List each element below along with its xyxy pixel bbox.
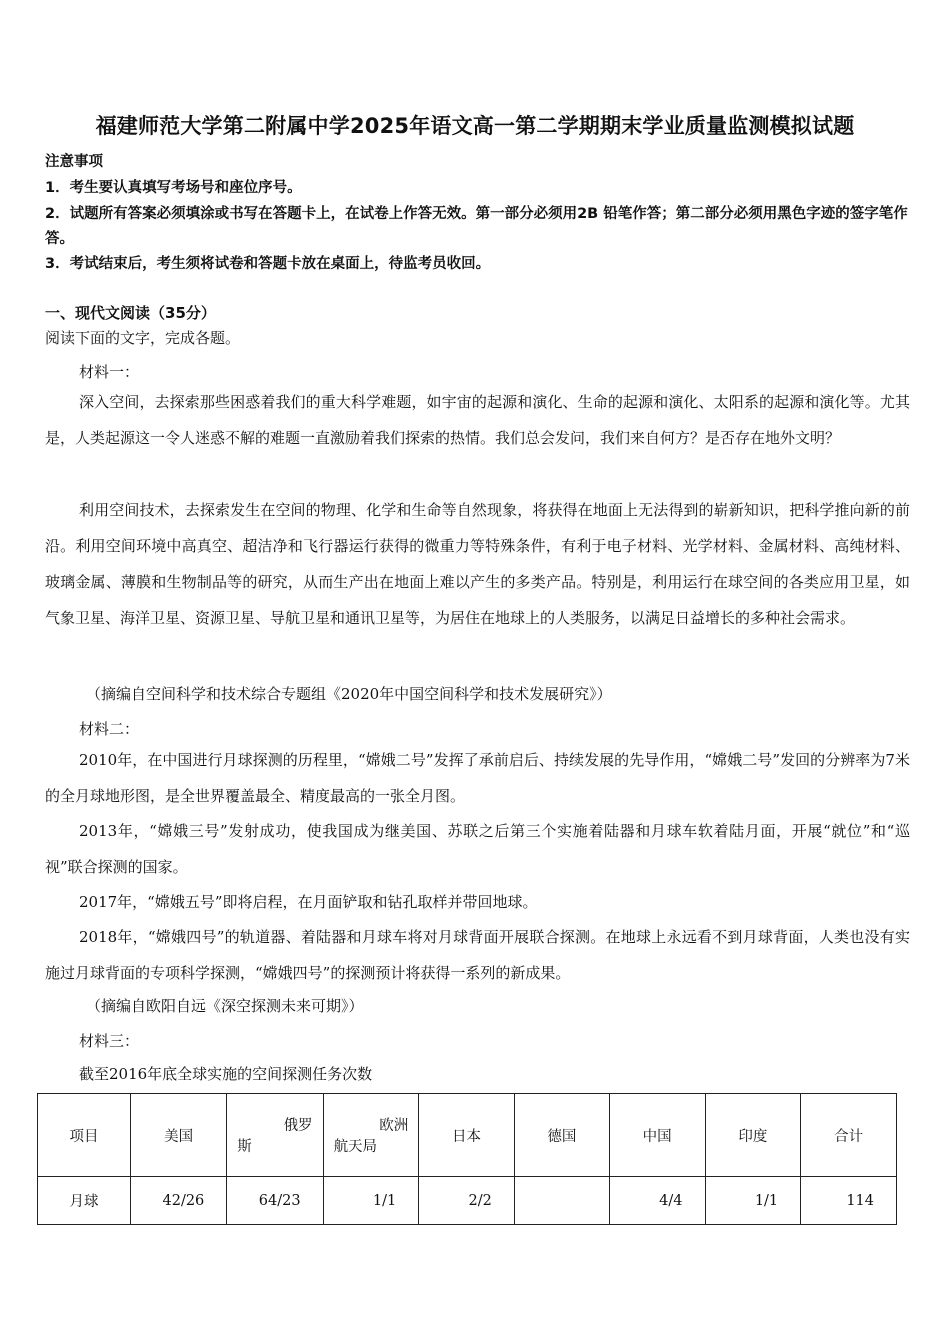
material-2-label: 材料二： — [79, 720, 140, 738]
notice-item-1: 1．考生要认真填写考场号和座位序号。 — [45, 180, 302, 196]
material-1-paragraph: 利用空间技术，去探索发生在空间的物理、化学和生命等自然现象，将获得在地面上无法得到的崭新知识，把科学推向新的前沿。利用空间环境中高真空、超洁净和飞行器运行获得的微重力等特殊条件，有利于电子材料、光学材料、金属材料、高纯材料、玻璃金属、薄膜和生物制品等的研究，从而生产出在地面上难以产生的多类产品。特别是，利用运行在球空间的各类应用卫星，如气象卫星、海洋卫星、资源卫星、导航卫星和通讯卫星等，为居住在地球上的人类服务，以满足日益增长的多种社会需求。 — [45, 501, 910, 627]
table-cell — [514, 1177, 609, 1225]
table-header-cell: 欧洲 航天局 — [323, 1094, 419, 1177]
table-cell: 2/2 — [419, 1177, 515, 1225]
table-cell: 1/1 — [705, 1177, 801, 1225]
notice-heading: 注意事项 — [45, 154, 103, 170]
material-1-label: 材料一： — [79, 363, 140, 381]
table-header-cell: 日本 — [419, 1094, 515, 1177]
table-cell: 4/4 — [609, 1177, 705, 1225]
table-header-row — [38, 1094, 897, 1177]
table-caption: 截至2016年底全球实施的空间探测任务次数 — [79, 1065, 373, 1083]
table-header-cell: 美国 — [131, 1094, 227, 1177]
table-header-cell: 德国 — [514, 1094, 609, 1177]
space-missions-table — [37, 1093, 897, 1225]
material-2-paragraph: 2013年，“嫦娥三号”发射成功，使我国成为继美国、苏联之后第三个实施着陆器和月球车软着陆月面，开展“就位”和“巡视”联合探测的国家。 — [45, 822, 910, 876]
table-header-cell: 项目 — [38, 1094, 131, 1177]
table-header-cell: 俄罗 斯 — [227, 1094, 323, 1177]
table-cell: 64/23 — [227, 1177, 323, 1225]
material-2-source: （摘编自欧阳自远《深空探测未来可期》） — [86, 997, 364, 1015]
table-header-cell: 中国 — [609, 1094, 705, 1177]
material-2-paragraph: 2010年，在中国进行月球探测的历程里，“嫦娥二号”发挥了承前启后、持续发展的先导作用，“嫦娥二号”发回的分辨率为7米的全月球地形图，是全世界覆盖最全、精度最高的一张全月图。 — [45, 751, 910, 805]
notice-item-2: 2．试题所有答案必须填涂或书写在答题卡上，在试卷上作答无效。第一部分必须用2B 铅笔作答；第二部分必须用黑色字迹的签字笔作答。 — [45, 206, 908, 247]
exam-title: 福建师范大学第二附属中学2025年语文高一第二学期期末学业质量监测模拟试题 — [95, 114, 855, 138]
material-1-paragraph: 深入空间，去探索那些困惑着我们的重大科学难题，如宇宙的起源和演化、生命的起源和演化、太阳系的起源和演化等。尤其是，人类起源这一令人迷惑不解的难题一直激励着我们探索的热情。我们总会发问，我们来自何方？是否存在地外文明？ — [45, 393, 910, 447]
table-cell: 月球 — [38, 1177, 131, 1225]
table-row — [38, 1177, 897, 1225]
section-instruction: 阅读下面的文字，完成各题。 — [45, 329, 241, 347]
material-2-paragraph: 2018年，“嫦娥四号”的轨道器、着陆器和月球车将对月球背面开展联合探测。在地球上永远看不到月球背面，人类也没有实施过月球背面的专项科学探测，“嫦娥四号”的探测预计将获得一系列的新成果。 — [45, 928, 910, 982]
material-2-paragraph: 2017年，“嫦娥五号”即将启程，在月面铲取和钻孔取样并带回地球。 — [79, 893, 538, 911]
table-cell: 1/1 — [323, 1177, 419, 1225]
section-heading: 一、现代文阅读（35分） — [45, 304, 216, 322]
table-cell: 42/26 — [131, 1177, 227, 1225]
table-header-cell: 印度 — [705, 1094, 801, 1177]
table-header-cell: 合计 — [801, 1094, 897, 1177]
table-cell: 114 — [801, 1177, 897, 1225]
notice-item-3: 3．考试结束后，考生须将试卷和答题卡放在桌面上，待监考员收回。 — [45, 256, 491, 272]
material-1-source: （摘编自空间科学和技术综合专题组《2020年中国空间科学和技术发展研究》） — [86, 685, 612, 703]
material-3-label: 材料三： — [79, 1032, 140, 1050]
